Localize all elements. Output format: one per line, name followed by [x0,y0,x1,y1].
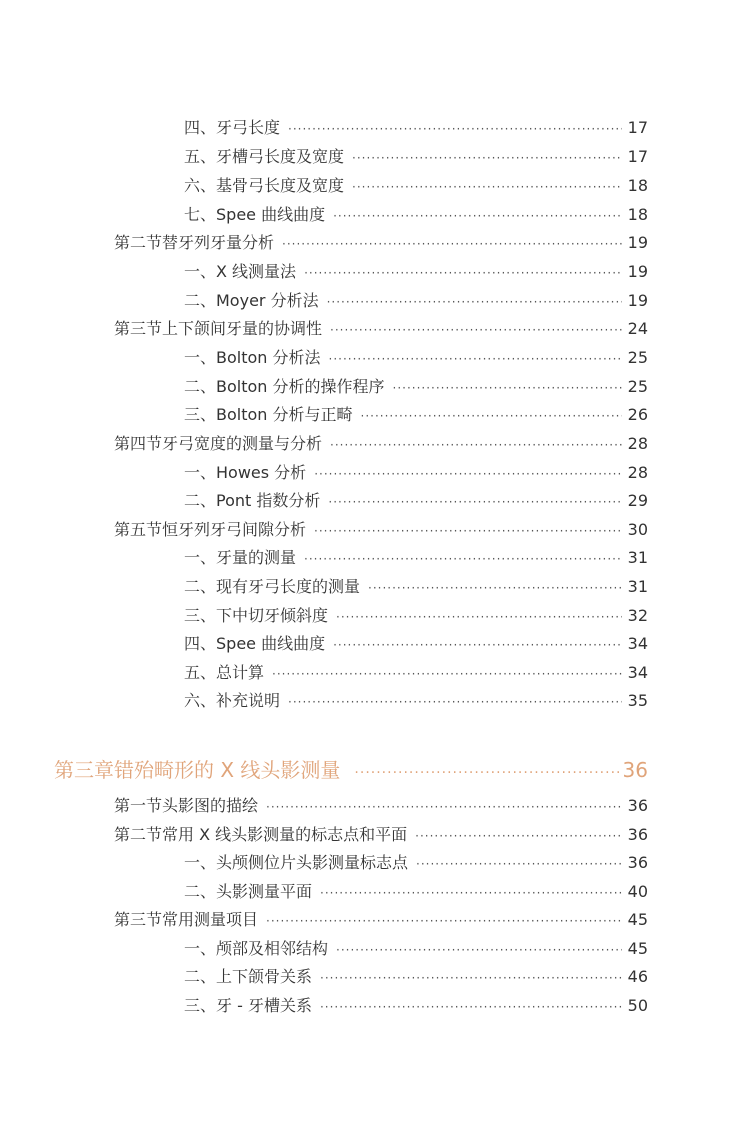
toc-entry-title: 一、Howes 分析 [184,463,307,482]
toc-entry[interactable] [184,691,648,712]
toc-entry[interactable] [184,147,648,168]
leader-dots [266,911,622,931]
toc-page-number: 40 [627,882,648,901]
toc-entry-title: 四、牙弓长度 [184,118,281,137]
leader-dots [333,635,622,655]
toc-page-number: 45 [627,910,648,929]
toc-entry[interactable] [184,348,648,369]
toc-entry-title: 一、X 线测量法 [184,262,297,281]
leader-dots [320,883,622,903]
toc-entry[interactable] [184,377,648,398]
toc-entry-title: 二、Moyer 分析法 [184,291,319,310]
leader-dots [368,578,622,598]
toc-chapter-entry[interactable] [54,757,648,786]
section-number: 第二节 [114,233,163,252]
toc-section-entry[interactable] [114,910,648,931]
toc-entry[interactable] [184,463,648,484]
toc-section-entry[interactable] [114,233,648,254]
toc-section-entry[interactable] [114,319,648,340]
toc-page-number: 50 [627,996,648,1015]
toc-page-number: 19 [627,291,648,310]
toc-entry[interactable] [184,118,648,139]
section-number: 第一节 [114,796,163,815]
toc-entry-title: 七、Spee 曲线曲度 [184,205,326,224]
toc-page-number: 30 [627,520,648,539]
leader-dots [288,119,622,139]
toc-entry-title: 常用 X 线头影测量的标志点和平面 [162,825,408,844]
toc-page-number: 32 [627,606,648,625]
leader-dots [327,292,622,312]
toc-page-number: 45 [627,939,648,958]
toc-entry[interactable] [184,606,648,627]
toc-entry[interactable] [184,939,648,960]
toc-entry-title: 二、头影测量平面 [184,882,313,901]
leader-dots [314,521,622,541]
toc-entry-title: 六、补充说明 [184,691,281,710]
toc-entry[interactable] [184,967,648,988]
leader-dots [352,148,622,168]
leader-dots [336,607,622,627]
toc-entry-title: 四、Spee 曲线曲度 [184,634,326,653]
toc-entry-title: 上下颌间牙量的协调性 [162,319,323,338]
leader-dots [320,968,622,988]
section-number: 第二节 [114,825,163,844]
toc-page-number: 46 [627,967,648,986]
leader-dots [328,492,621,512]
leader-dots [330,320,622,340]
toc-page-number: 36 [627,796,648,815]
leader-dots [304,549,622,569]
toc-page-number: 36 [627,825,648,844]
leader-dots [314,464,621,484]
leader-dots [393,378,622,398]
leader-dots [304,263,622,283]
toc-page-number: 36 [622,758,648,782]
toc-entry-title: 牙弓宽度的测量与分析 [162,434,323,453]
leader-dots [333,206,622,226]
chapter-number: 第三章 [54,758,114,782]
toc-page-number: 24 [627,319,648,338]
toc-entry-title: 二、上下颌骨关系 [184,967,313,986]
chapter-title: 错殆畸形的 X 线头影测量 [114,758,341,782]
toc-page-number: 19 [627,233,648,252]
toc-page-number: 18 [627,176,648,195]
leader-dots [416,854,622,874]
leader-dots [352,177,622,197]
leader-dots [330,435,622,455]
leader-dots [272,664,622,684]
toc-entry-title: 三、牙 - 牙槽关系 [184,996,312,1015]
toc-entry-title: 一、牙量的测量 [184,548,297,567]
toc-entry-title: 一、Bolton 分析法 [184,348,321,367]
toc-page-number: 18 [627,205,648,224]
toc-page-number: 34 [627,663,648,682]
toc-entry-title: 三、下中切牙倾斜度 [184,606,329,625]
toc-entry[interactable] [184,405,648,426]
leader-dots [361,406,622,426]
toc-section-entry[interactable] [114,434,648,455]
toc-entry-title: 六、基骨弓长度及宽度 [184,176,345,195]
toc-section-entry[interactable] [114,825,648,846]
toc-entry[interactable] [184,882,648,903]
leader-dots [415,826,621,846]
section-number: 第三节 [114,910,163,929]
section-number: 第五节 [114,520,163,539]
toc-page-number: 17 [627,147,648,166]
toc-page-number: 28 [627,434,648,453]
toc-page-number: 17 [627,118,648,137]
toc-page-number: 31 [627,577,648,596]
toc-page-number: 25 [627,348,648,367]
toc-page-number: 25 [627,377,648,396]
toc-entry-title: 一、颅部及相邻结构 [184,939,329,958]
toc-section-entry[interactable] [114,796,648,817]
toc-entry-title: 二、Bolton 分析的操作程序 [184,377,385,396]
toc-entry[interactable] [184,663,648,684]
toc-page-number: 34 [627,634,648,653]
toc-entry-title: 二、现有牙弓长度的测量 [184,577,361,596]
section-number: 第四节 [114,434,163,453]
toc-entry-title: 恒牙列牙弓间隙分析 [162,520,307,539]
toc-page-number: 35 [627,691,648,710]
toc-entry-title: 三、Bolton 分析与正畸 [184,405,353,424]
leader-dots [320,997,622,1017]
toc-entry[interactable] [184,491,648,512]
toc-entry[interactable] [184,291,648,312]
toc-entry-title: 二、Pont 指数分析 [184,491,321,510]
toc-entry[interactable] [184,634,648,655]
toc-page-number: 19 [627,262,648,281]
toc-entry[interactable] [184,262,648,283]
leader-dots [288,692,622,712]
toc-entry[interactable] [184,577,648,598]
toc-page-number: 28 [627,463,648,482]
leader-dots [282,234,622,254]
toc-entry-title: 替牙列牙量分析 [162,233,275,252]
toc-page-number: 36 [627,853,648,872]
toc-entry[interactable] [184,853,648,874]
toc-entry[interactable] [184,205,648,226]
leader-dots [336,940,622,960]
toc-entry[interactable] [184,176,648,197]
toc-entry-title: 五、总计算 [184,663,265,682]
toc-section-entry[interactable] [114,520,648,541]
toc-page-number: 29 [627,491,648,510]
leader-dots [266,797,622,817]
toc-entry-title: 常用测量项目 [162,910,259,929]
toc-page-number: 26 [627,405,648,424]
toc-entry-title: 头影图的描绘 [162,796,259,815]
leader-dots [354,760,620,786]
section-number: 第三节 [114,319,163,338]
leader-dots [329,349,622,369]
toc-entry-title: 一、头颅侧位片头影测量标志点 [184,853,409,872]
toc-entry[interactable] [184,996,648,1017]
toc-page-number: 31 [627,548,648,567]
toc-entry-title: 五、牙槽弓长度及宽度 [184,147,345,166]
toc-entry[interactable] [184,548,648,569]
